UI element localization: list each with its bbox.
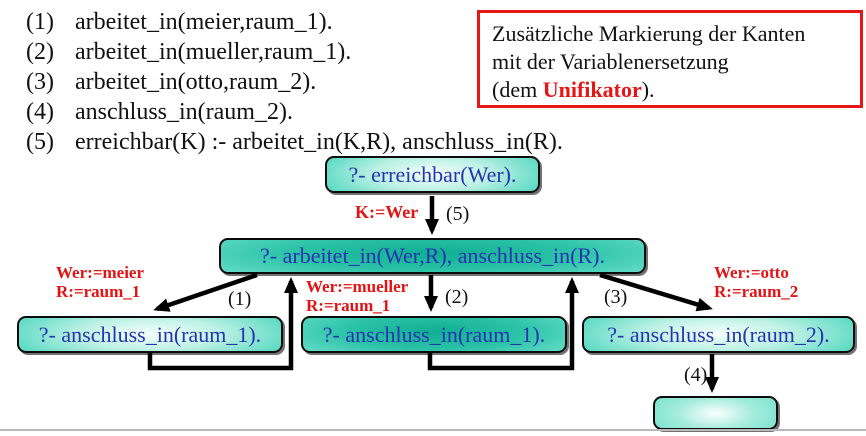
clause-text: arbeitet_in(mueller,raum_1). xyxy=(75,39,352,65)
node-anschluss-raum1-middle-text: ?- anschluss_in(raum_1). xyxy=(322,321,546,347)
note-line-3-suffix: ). xyxy=(641,77,655,102)
node-resolved-goal-text: ?- arbeitet_in(Wer,R), anschluss_in(R). xyxy=(260,243,605,268)
clause-number: (1) xyxy=(26,9,54,35)
node-anschluss-raum1-left xyxy=(17,316,283,353)
clause-label-e1: (1) xyxy=(228,288,252,310)
clause-text: anschluss_in(raum_2). xyxy=(75,99,293,125)
node-anschluss-raum2-right xyxy=(582,316,855,353)
clause-text: arbeitet_in(otto,raum_2). xyxy=(75,69,317,95)
note-line-2: mit der Variablenersetzung xyxy=(492,49,729,74)
unifikator-highlight: Unifikator xyxy=(542,77,642,102)
program-line-5 xyxy=(26,127,563,157)
clause-label-e5: (5) xyxy=(446,203,470,225)
note-line-3-prefix: (dem xyxy=(492,77,543,102)
node-anschluss-raum1-middle xyxy=(301,316,567,353)
clause-number: (5) xyxy=(26,129,54,155)
node-anschluss-raum2-right-text: ?- anschluss_in(raum_2). xyxy=(607,321,830,347)
unifier-label-e5: K:=Wer xyxy=(355,202,419,222)
unifier-e2-line1: Wer:=mueller xyxy=(306,277,409,296)
note-line-3 xyxy=(492,76,848,104)
unifier-e2-line2: R:=raum_1 xyxy=(306,296,391,315)
clause-number: (3) xyxy=(26,69,54,95)
clause-label-e2: (2) xyxy=(445,286,469,308)
bottom-divider xyxy=(0,429,866,431)
annotation-note-box xyxy=(477,10,863,108)
clause-number: (2) xyxy=(26,39,54,65)
clause-text: erreichbar(K) :- arbeitet_in(K,R), anschluss_in(R). xyxy=(75,129,563,155)
unifier-e1-line2: R:=raum_1 xyxy=(56,282,141,301)
node-resolved-goal xyxy=(219,238,646,274)
clause-label-e4: (4) xyxy=(684,364,708,386)
unifier-label-e3 xyxy=(714,263,798,301)
node-root-goal xyxy=(325,156,540,193)
node-empty-clause-success xyxy=(653,396,778,430)
node-anschluss-raum1-left-text: ?- anschluss_in(raum_1). xyxy=(38,321,262,347)
clause-text: arbeitet_in(meier,raum_1). xyxy=(75,9,333,35)
clause-label-e3: (3) xyxy=(604,286,628,308)
unifier-e3-line1: Wer:=otto xyxy=(714,263,789,282)
unifier-label-e2 xyxy=(306,277,408,315)
unifier-e3-line2: R:=raum_2 xyxy=(714,282,799,301)
unifier-e1-line1: Wer:=meier xyxy=(56,263,145,282)
node-root-goal-text: ?- erreichbar(Wer). xyxy=(348,161,517,187)
clause-number: (4) xyxy=(26,99,54,125)
note-line-1: Zusätzliche Markierung der Kanten xyxy=(492,21,806,46)
unifier-label-e1 xyxy=(56,263,144,301)
